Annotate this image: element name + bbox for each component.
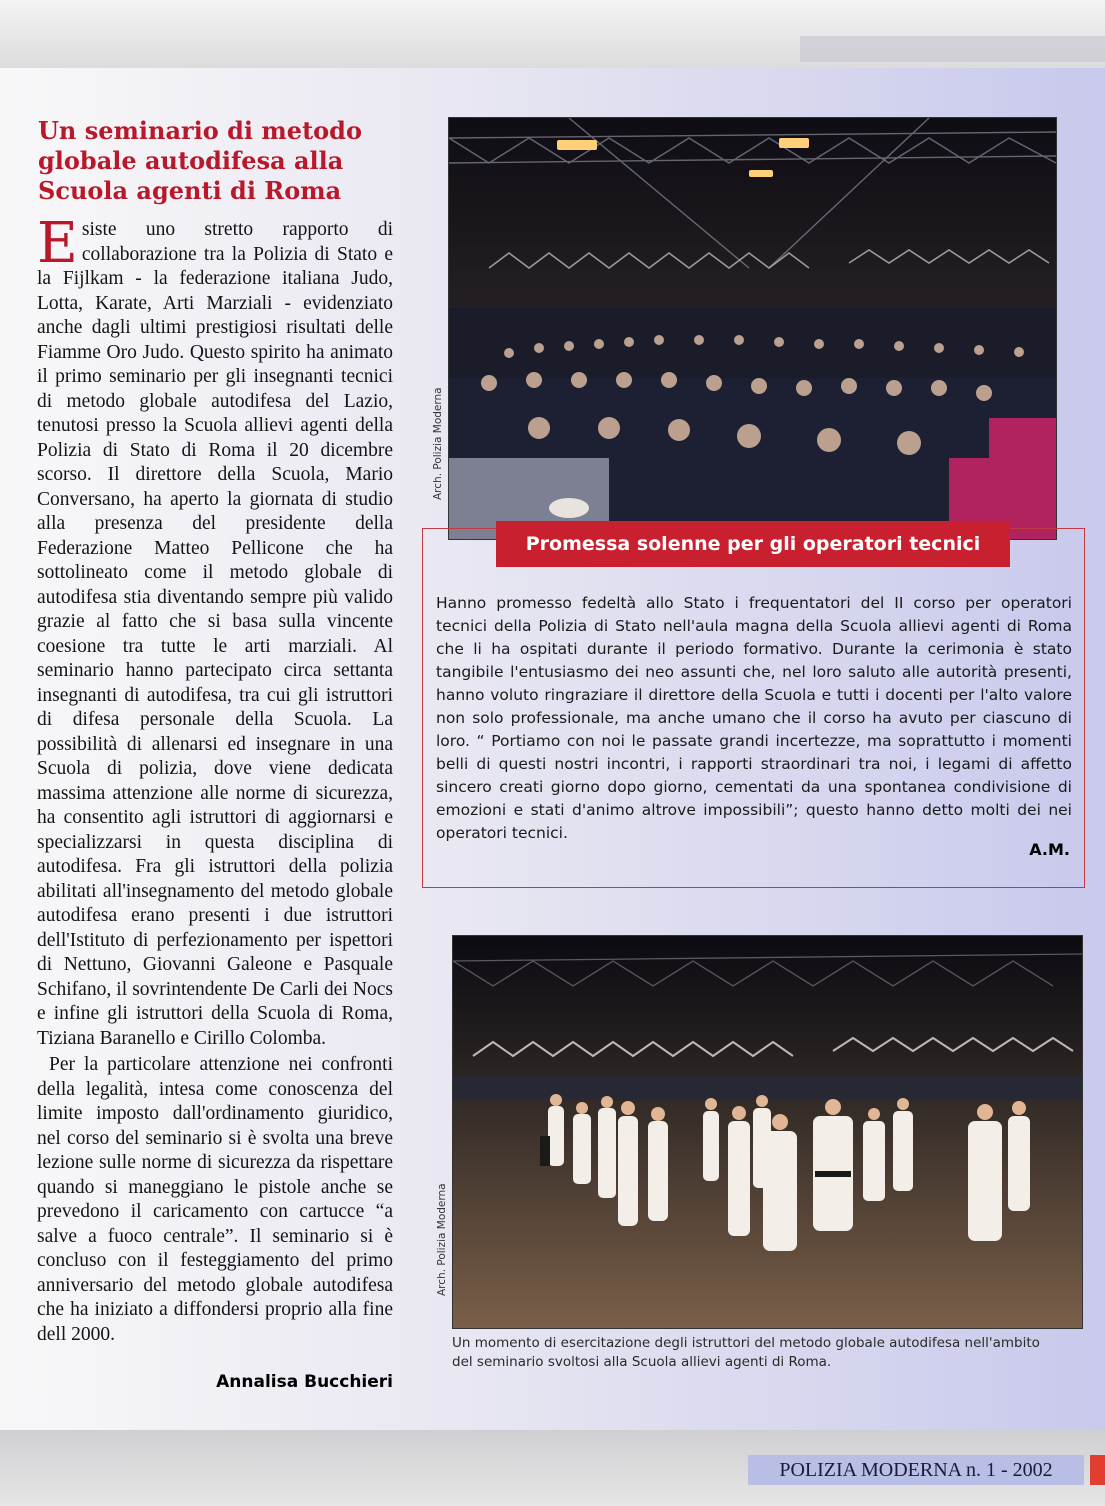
footer-color-mark bbox=[1090, 1455, 1105, 1485]
top-section-strip bbox=[800, 36, 1105, 62]
training-photo-caption: Un momento di esercitazione degli istruttori del metodo globale autodifesa nell'ambito del seminario svoltosi alla Scuola allievi agenti di Roma. bbox=[452, 1335, 1040, 1370]
ceremony-photo-credit: Arch. Polizia Moderna bbox=[432, 387, 444, 500]
sidebar-title: Promessa solenne per gli operatori tecnici bbox=[496, 521, 1010, 567]
training-photo bbox=[452, 935, 1083, 1329]
article-author: Annalisa Bucchieri bbox=[216, 1372, 393, 1392]
article-headline: Un seminario di metodo globale autodifesa alla Scuola agenti di Roma bbox=[38, 116, 362, 205]
article-paragraph-1 bbox=[37, 211, 393, 1051]
training-photo-credit: Arch. Polizia Moderna bbox=[436, 1183, 448, 1296]
training-photo-image bbox=[453, 936, 1082, 1328]
magazine-footer: POLIZIA MODERNA n. 1 - 2002 bbox=[748, 1455, 1084, 1485]
sidebar-signature: A.M. bbox=[1029, 840, 1070, 859]
article-paragraph-2: Per la particolare attenzione nei confronti della legalità, intesa come conoscenza del limite imposto dall'ordinamento giuridico, nel corso del seminario si è svolta una breve lezione sulle norme di sicurezza da rispettare quando si maneggiano le pistole anche se prevedono il caricamento con cartucce “a salve a fuoco centrale”. Il seminario si è concluso con il festeggiamento del primo anniversario del metodo globale autodifesa che ha iniziato a diffondersi proprio alla fine dell 2000. bbox=[37, 1054, 393, 1345]
article-body bbox=[37, 211, 393, 1347]
drop-cap: E bbox=[37, 211, 78, 276]
sidebar-text: Hanno promesso fedeltà allo Stato i frequentatori del II corso per operatori tecnici della Polizia di Stato nell'aula magna della Scuola allievi agenti di Roma che li ha ospitati durante il periodo formativo. Durante la cerimonia è stato tangibile l'entusiasmo dei neo assunti che, nel loro saluto alle autorità presenti, hanno voluto ringraziare il direttore della Scuola e tutti i docenti per l'alto valore non solo professionale, ma anche umano che il corso ha avuto per ciascuno di loro. “ Portiamo con noi le passate grandi incertezze, ma soprattutto i momenti belli di questi nostri incontri, i rapporti straordinari tra noi, i legami di affetto sincero creati giorno dopo giorno, cementati da una spontanea condivisione di emozioni e stati d'animo altrove impossibili”; questo hanno detto molti dei nei operatori tecnici. bbox=[436, 594, 1072, 842]
article-paragraph-1-text: siste uno stretto rapporto di collaborazione tra la Polizia di Stato e la Fijlkam - la federazione italiana Judo, Lotta, Karate, Arti Marziali - evidenziato anche dagli ultimi prestigiosi risultati delle Fiamme Oro Judo. Questo spirito ha animato il primo seminario per gli insegnanti tecnici di metodo globale autodifesa del Lazio, tenutosi presso la Scuola allievi agenti della Polizia di Stato di Roma il 20 dicembre scorso. Il direttore della Scuola, Mario Conversano, ha aperto la giornata di studio alla presenza del presidente della Federazione Matteo Pellicone che ha sottolineato come il metodo globale di autodifesa stia diventando sempre più valido grazie al fatto che si basa sulla vincente coesione tra tutte le arti marziali. Al seminario hanno partecipato circa settanta insegnanti di autodifesa, tra cui gli istruttori di difesa personale della Scuola. La possibilità di allenarsi ed insegnare in una Scuola di polizia, dove viene dedicata massima attenzione alle norme di sicurezza, ha consentito agli istruttori di aggiornarsi e specializzarsi in questa disciplina di autodifesa. Fra gli istruttori della polizia abilitati all'insegnamento del metodo globale autodifesa erano presenti i due istruttori dell'Istituto di perfezionamento per ispettori di Nettuno, Giovanni Galeone e Pasquale Schifano, il sovrintendente De Carli dei Nocs e infine gli istruttori della Scuola di Roma, Tiziana Baranello e Cirillo Colomba. bbox=[37, 219, 393, 1049]
ceremony-photo-image bbox=[449, 118, 1056, 539]
ceremony-photo bbox=[448, 117, 1057, 540]
